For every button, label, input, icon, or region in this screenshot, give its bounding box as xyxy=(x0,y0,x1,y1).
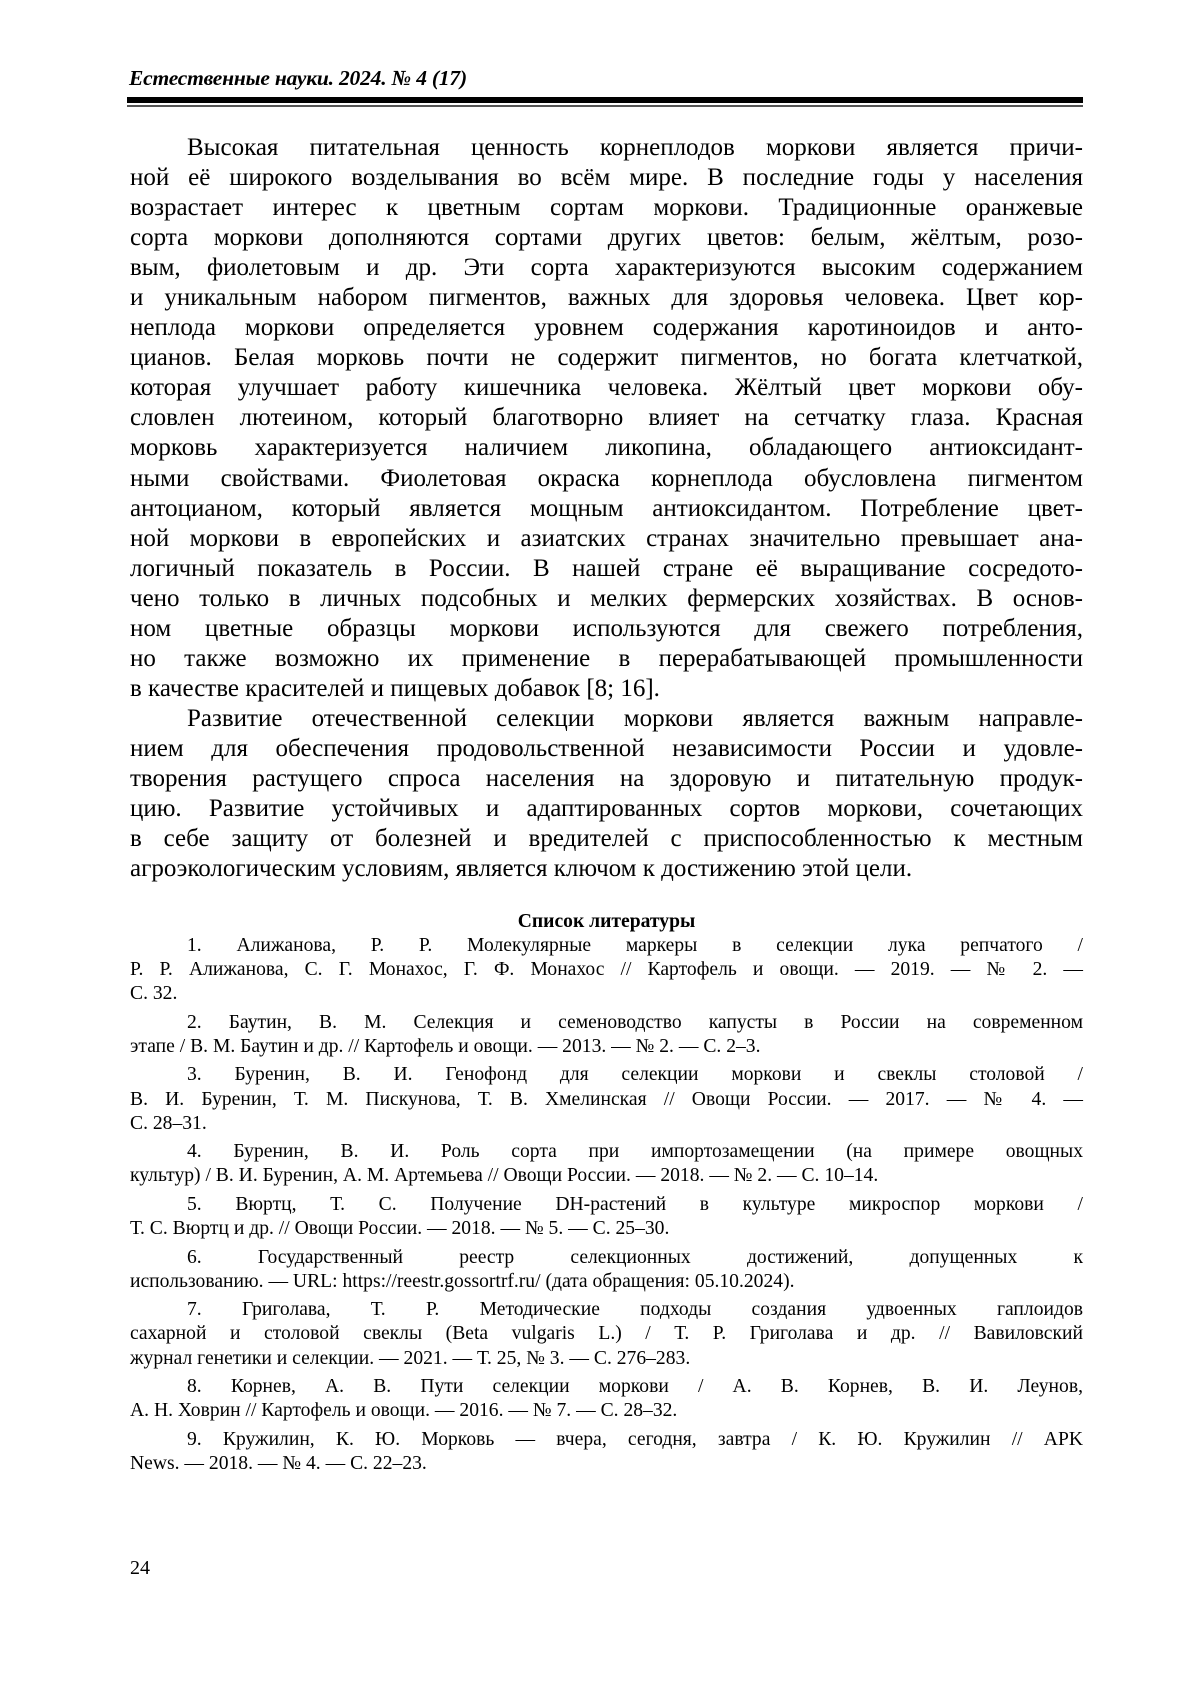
reference-item xyxy=(130,1063,1083,1135)
references-title: Список литературы xyxy=(130,910,1083,934)
reference-item xyxy=(130,1140,1083,1188)
paragraph xyxy=(130,133,1083,704)
text-line: вым, фиолетовым и др. Эти сорта характеризуются высоким содержанием xyxy=(130,253,1083,283)
reference-item xyxy=(130,1011,1083,1059)
header-rule-thin xyxy=(127,105,1083,107)
text-line: ном цветные образцы моркови используются для свежего потребления, xyxy=(130,614,1083,644)
running-header: Естественные науки. 2024. № 4 (17) xyxy=(129,66,467,91)
text-line: творения растущего спроса населения на здоровую и питательную продук- xyxy=(130,764,1083,794)
text-line: 8. Корнев, А. В. Пути селекции моркови / А. В. Корнев, В. И. Леунов, xyxy=(130,1375,1083,1399)
reference-item xyxy=(130,1298,1083,1370)
text-line: 3. Буренин, В. И. Генофонд для селекции моркови и свеклы столовой / xyxy=(130,1063,1083,1087)
paragraph xyxy=(130,704,1083,884)
text-line: ной её широкого возделывания во всём мире. В последние годы у населения xyxy=(130,163,1083,193)
references-section xyxy=(130,910,1083,1480)
text-line: 6. Государственный реестр селекционных достижений, допущенных к xyxy=(130,1246,1083,1270)
text-line: ной моркови в европейских и азиатских странах значительно превышает ана- xyxy=(130,524,1083,554)
text-line: журнал генетики и селекции. — 2021. — Т. 25, № 3. — С. 276–283. xyxy=(130,1347,1083,1371)
text-line: ными свойствами. Фиолетовая окраска корнеплода обусловлена пигментом xyxy=(130,464,1083,494)
text-line: цианов. Белая морковь почти не содержит пигментов, но богата клетчаткой, xyxy=(130,343,1083,373)
reference-item xyxy=(130,1375,1083,1423)
text-line: возрастает интерес к цветным сортам моркови. Традиционные оранжевые xyxy=(130,193,1083,223)
text-line: этапе / В. М. Баутин и др. // Картофель и овощи. — 2013. — № 2. — С. 2–3. xyxy=(130,1035,1083,1059)
reference-item xyxy=(130,1246,1083,1294)
text-line: 2. Баутин, В. М. Селекция и семеноводство капусты в России на современном xyxy=(130,1011,1083,1035)
text-line: 9. Кружилин, К. Ю. Морковь — вчера, сегодня, завтра / К. Ю. Кружилин // APK xyxy=(130,1428,1083,1452)
text-line: неплода моркови определяется уровнем содержания каротиноидов и анто- xyxy=(130,313,1083,343)
text-line: цию. Развитие устойчивых и адаптированных сортов моркови, сочетающих xyxy=(130,794,1083,824)
text-line: В. И. Буренин, Т. М. Пискунова, Т. В. Хмелинская // Овощи России. — 2017. — № 4. — xyxy=(130,1088,1083,1112)
reference-item xyxy=(130,934,1083,1006)
text-line: 5. Вюртц, Т. С. Получение DH-растений в культуре микроспор моркови / xyxy=(130,1193,1083,1217)
text-line: нием для обеспечения продовольственной независимости России и удовле- xyxy=(130,734,1083,764)
text-line: логичный показатель в России. В нашей стране её выращивание сосредото- xyxy=(130,554,1083,584)
text-line: Р. Р. Алижанова, С. Г. Монахос, Г. Ф. Монахос // Картофель и овощи. — 2019. — № 2. — xyxy=(130,958,1083,982)
text-line: морковь характеризуется наличием ликопина, обладающего антиоксидант- xyxy=(130,433,1083,463)
text-line: С. 32. xyxy=(130,982,1083,1006)
text-line: которая улучшает работу кишечника человека. Жёлтый цвет моркови обу- xyxy=(130,373,1083,403)
header-rule-thick xyxy=(127,97,1083,103)
text-line: и уникальным набором пигментов, важных для здоровья человека. Цвет кор- xyxy=(130,283,1083,313)
reference-item xyxy=(130,1193,1083,1241)
page-number: 24 xyxy=(130,1557,150,1580)
text-line: агроэкологическим условиям, является ключом к достижению этой цели. xyxy=(130,854,1083,884)
references-list xyxy=(130,934,1083,1476)
text-line: News. — 2018. — № 4. — С. 22–23. xyxy=(130,1452,1083,1476)
text-line: А. Н. Ховрин // Картофель и овощи. — 2016. — № 7. — С. 28–32. xyxy=(130,1399,1083,1423)
text-line: использованию. — URL: https://reestr.gossortrf.ru/ (дата обращения: 05.10.2024). xyxy=(130,1270,1083,1294)
text-line: С. 28–31. xyxy=(130,1112,1083,1136)
reference-item xyxy=(130,1428,1083,1476)
text-line: 1. Алижанова, Р. Р. Молекулярные маркеры в селекции лука репчатого / xyxy=(130,934,1083,958)
text-line: но также возможно их применение в перерабатывающей промышленности xyxy=(130,644,1083,674)
text-line: сахарной и столовой свеклы (Beta vulgaris L.) / Т. Р. Григолава и др. // Вавиловский xyxy=(130,1322,1083,1346)
text-line: культур) / В. И. Буренин, А. М. Артемьева // Овощи России. — 2018. — № 2. — С. 10–14. xyxy=(130,1164,1083,1188)
text-line: 7. Григолава, Т. Р. Методические подходы создания удвоенных гаплоидов xyxy=(130,1298,1083,1322)
text-line: Развитие отечественной селекции моркови является важным направле- xyxy=(130,704,1083,734)
text-line: словлен лютеином, который благотворно влияет на сетчатку глаза. Красная xyxy=(130,403,1083,433)
text-line: 4. Буренин, В. И. Роль сорта при импортозамещении (на примере овощных xyxy=(130,1140,1083,1164)
text-line: в качестве красителей и пищевых добавок [8; 16]. xyxy=(130,674,1083,704)
text-line: Т. С. Вюртц и др. // Овощи России. — 2018. — № 5. — С. 25–30. xyxy=(130,1217,1083,1241)
body-text xyxy=(130,133,1083,884)
text-line: Высокая питательная ценность корнеплодов моркови является причи- xyxy=(130,133,1083,163)
text-line: чено только в личных подсобных и мелких фермерских хозяйствах. В основ- xyxy=(130,584,1083,614)
text-line: сорта моркови дополняются сортами других цветов: белым, жёлтым, розо- xyxy=(130,223,1083,253)
text-line: антоцианом, который является мощным антиоксидантом. Потребление цвет- xyxy=(130,494,1083,524)
text-line: в себе защиту от болезней и вредителей с приспособленностью к местным xyxy=(130,824,1083,854)
